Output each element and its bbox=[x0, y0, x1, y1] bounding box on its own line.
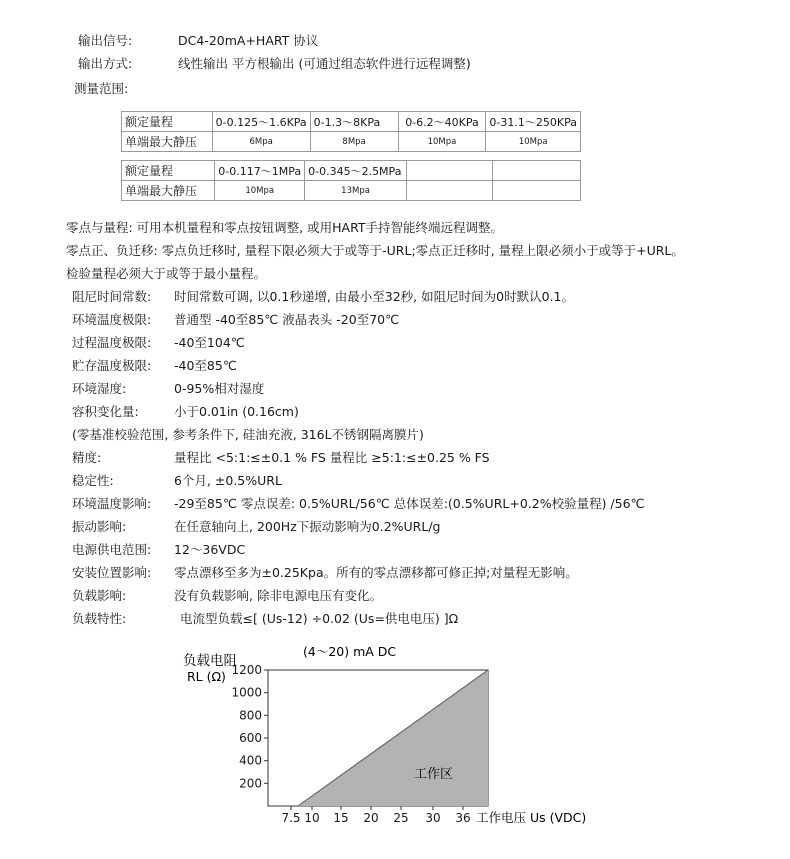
table-cell: 0-31.1～250KPa bbox=[486, 112, 581, 132]
x-tick-label: 10 bbox=[304, 811, 320, 825]
spec-value: 量程比 <5:1:≤±0.1 % FS 量程比 ≥5:1:≤±0.25 % FS bbox=[174, 450, 490, 465]
x-tick-label: 15 bbox=[333, 811, 349, 825]
table-cell: 10Mpa bbox=[398, 132, 486, 152]
spec-label: 精度: bbox=[72, 450, 102, 465]
output-mode-label: 输出方式: bbox=[78, 56, 133, 71]
table-cell: 0-6.2～40KPa bbox=[398, 112, 486, 132]
table-cell: 10Mpa bbox=[215, 181, 305, 201]
table-cell: 单端最大静压 bbox=[122, 181, 215, 201]
y-tick-label: 1000 bbox=[231, 685, 262, 700]
spec-label: 阻尼时间常数: bbox=[72, 289, 152, 304]
spec-label: 过程温度极限: bbox=[72, 335, 152, 350]
spec-value: 零点漂移至多为±0.25Kpa。所有的零点漂移都可修正掉;对量程无影响。 bbox=[174, 565, 578, 580]
spec-note: (零基准校验范围, 参考条件下, 硅油充液, 316L不锈钢隔离膜片) bbox=[72, 427, 424, 442]
paragraph-zero-shift: 零点正、负迁移: 零点负迁移时, 量程下限必须大于或等于-URL;零点正迁移时, 量程上限必须小于或等于+URL。 bbox=[66, 243, 684, 258]
chart-title: (4～20) mA DC bbox=[303, 644, 397, 659]
range-title: 测量范围: bbox=[74, 81, 129, 96]
spec-label: 环境温度极限: bbox=[72, 312, 152, 327]
paragraph-check-range: 检验量程必须大于或等于最小量程。 bbox=[66, 266, 267, 281]
spec-value: 没有负载影响, 除非电源电压有变化。 bbox=[174, 588, 382, 603]
table-cell: 额定量程 bbox=[122, 112, 213, 132]
spec-label: 环境温度影响: bbox=[72, 496, 152, 511]
spec-value: -40至85℃ bbox=[174, 358, 237, 373]
table-cell: 单端最大静压 bbox=[122, 132, 213, 152]
table-cell: 0-1.3～8KPa bbox=[310, 112, 398, 132]
x-tick-label: 25 bbox=[393, 811, 409, 825]
table-cell: 0-0.345～2.5MPa bbox=[305, 161, 407, 181]
spec-value: 6个月, ±0.5%URL bbox=[174, 473, 282, 488]
spec-value: -40至104℃ bbox=[174, 335, 245, 350]
table-cell: 0-0.117～1MPa bbox=[215, 161, 305, 181]
table-cell: 8Mpa bbox=[310, 132, 398, 152]
x-tick-label: 20 bbox=[363, 811, 379, 825]
spec-label: 容积变化量: bbox=[72, 404, 139, 419]
work-zone-label: 工作区 bbox=[414, 767, 454, 782]
table-cell: 10Mpa bbox=[486, 132, 581, 152]
chart-xlabel: 工作电压 Us (VDC) bbox=[476, 810, 587, 825]
x-tick-label: 36 bbox=[455, 811, 471, 825]
y-tick-label: 400 bbox=[239, 753, 262, 768]
x-tick-label: 30 bbox=[425, 811, 441, 825]
chart-ylabel-line1: 负载电阻 bbox=[183, 653, 237, 669]
spec-value: 小于0.01in (0.16cm) bbox=[174, 404, 299, 419]
spec-label: 负载影响: bbox=[72, 588, 127, 603]
output-signal-label: 输出信号: bbox=[78, 33, 133, 48]
output-mode-value: 线性输出 平方根输出 (可通过组态软件进行远程调整) bbox=[178, 56, 471, 71]
paragraph-zero-span: 零点与量程: 可用本机量程和零点按钮调整, 或用HART手持智能终端远程调整。 bbox=[66, 220, 503, 235]
output-signal-value: DC4-20mA+HART 协议 bbox=[178, 33, 319, 48]
y-tick-label: 200 bbox=[239, 776, 262, 791]
table-cell: 13Mpa bbox=[305, 181, 407, 201]
y-tick-label: 600 bbox=[239, 731, 262, 745]
spec-label: 振动影响: bbox=[72, 519, 127, 534]
spec-value: 电流型负载≤[ (Us-12) ÷0.02 (Us=供电电压) ]Ω bbox=[180, 611, 459, 626]
y-tick-label: 1200 bbox=[231, 663, 262, 677]
spec-value: 时间常数可调, 以0.1秒递增, 由最小至32秒, 如阻尼时间为0时默认0.1。 bbox=[174, 289, 574, 304]
spec-value: -29至85℃ 零点误差: 0.5%URL/56℃ 总体误差:(0.5%URL+0.2%校验量程) /56℃ bbox=[174, 496, 645, 511]
plot-area bbox=[231, 663, 488, 825]
table-cell: 额定量程 bbox=[122, 161, 215, 181]
table-cell: 0-0.125～1.6KPa bbox=[212, 112, 310, 132]
spec-value: 12～36VDC bbox=[174, 542, 246, 557]
spec-label: 稳定性: bbox=[72, 473, 114, 488]
spec-label: 贮存温度极限: bbox=[72, 358, 152, 373]
spec-label: 负载特性: bbox=[72, 611, 127, 626]
spec-label: 环境湿度: bbox=[72, 381, 127, 396]
x-tick-label: 7.5 bbox=[281, 811, 301, 825]
spec-value: 在任意轴向上, 200Hz下振动影响为0.2%URL/g bbox=[174, 519, 441, 534]
y-tick-label: 800 bbox=[239, 708, 262, 723]
chart-ylabel-line2: RL (Ω) bbox=[187, 669, 226, 684]
spec-value: 普通型 -40至85℃ 液晶表头 -20至70℃ bbox=[174, 312, 400, 327]
table-cell: 6Mpa bbox=[212, 132, 310, 152]
spec-label: 电源供电范围: bbox=[72, 542, 152, 557]
spec-value: 0-95%相对湿度 bbox=[174, 381, 265, 396]
spec-label: 安装位置影响: bbox=[72, 565, 152, 580]
